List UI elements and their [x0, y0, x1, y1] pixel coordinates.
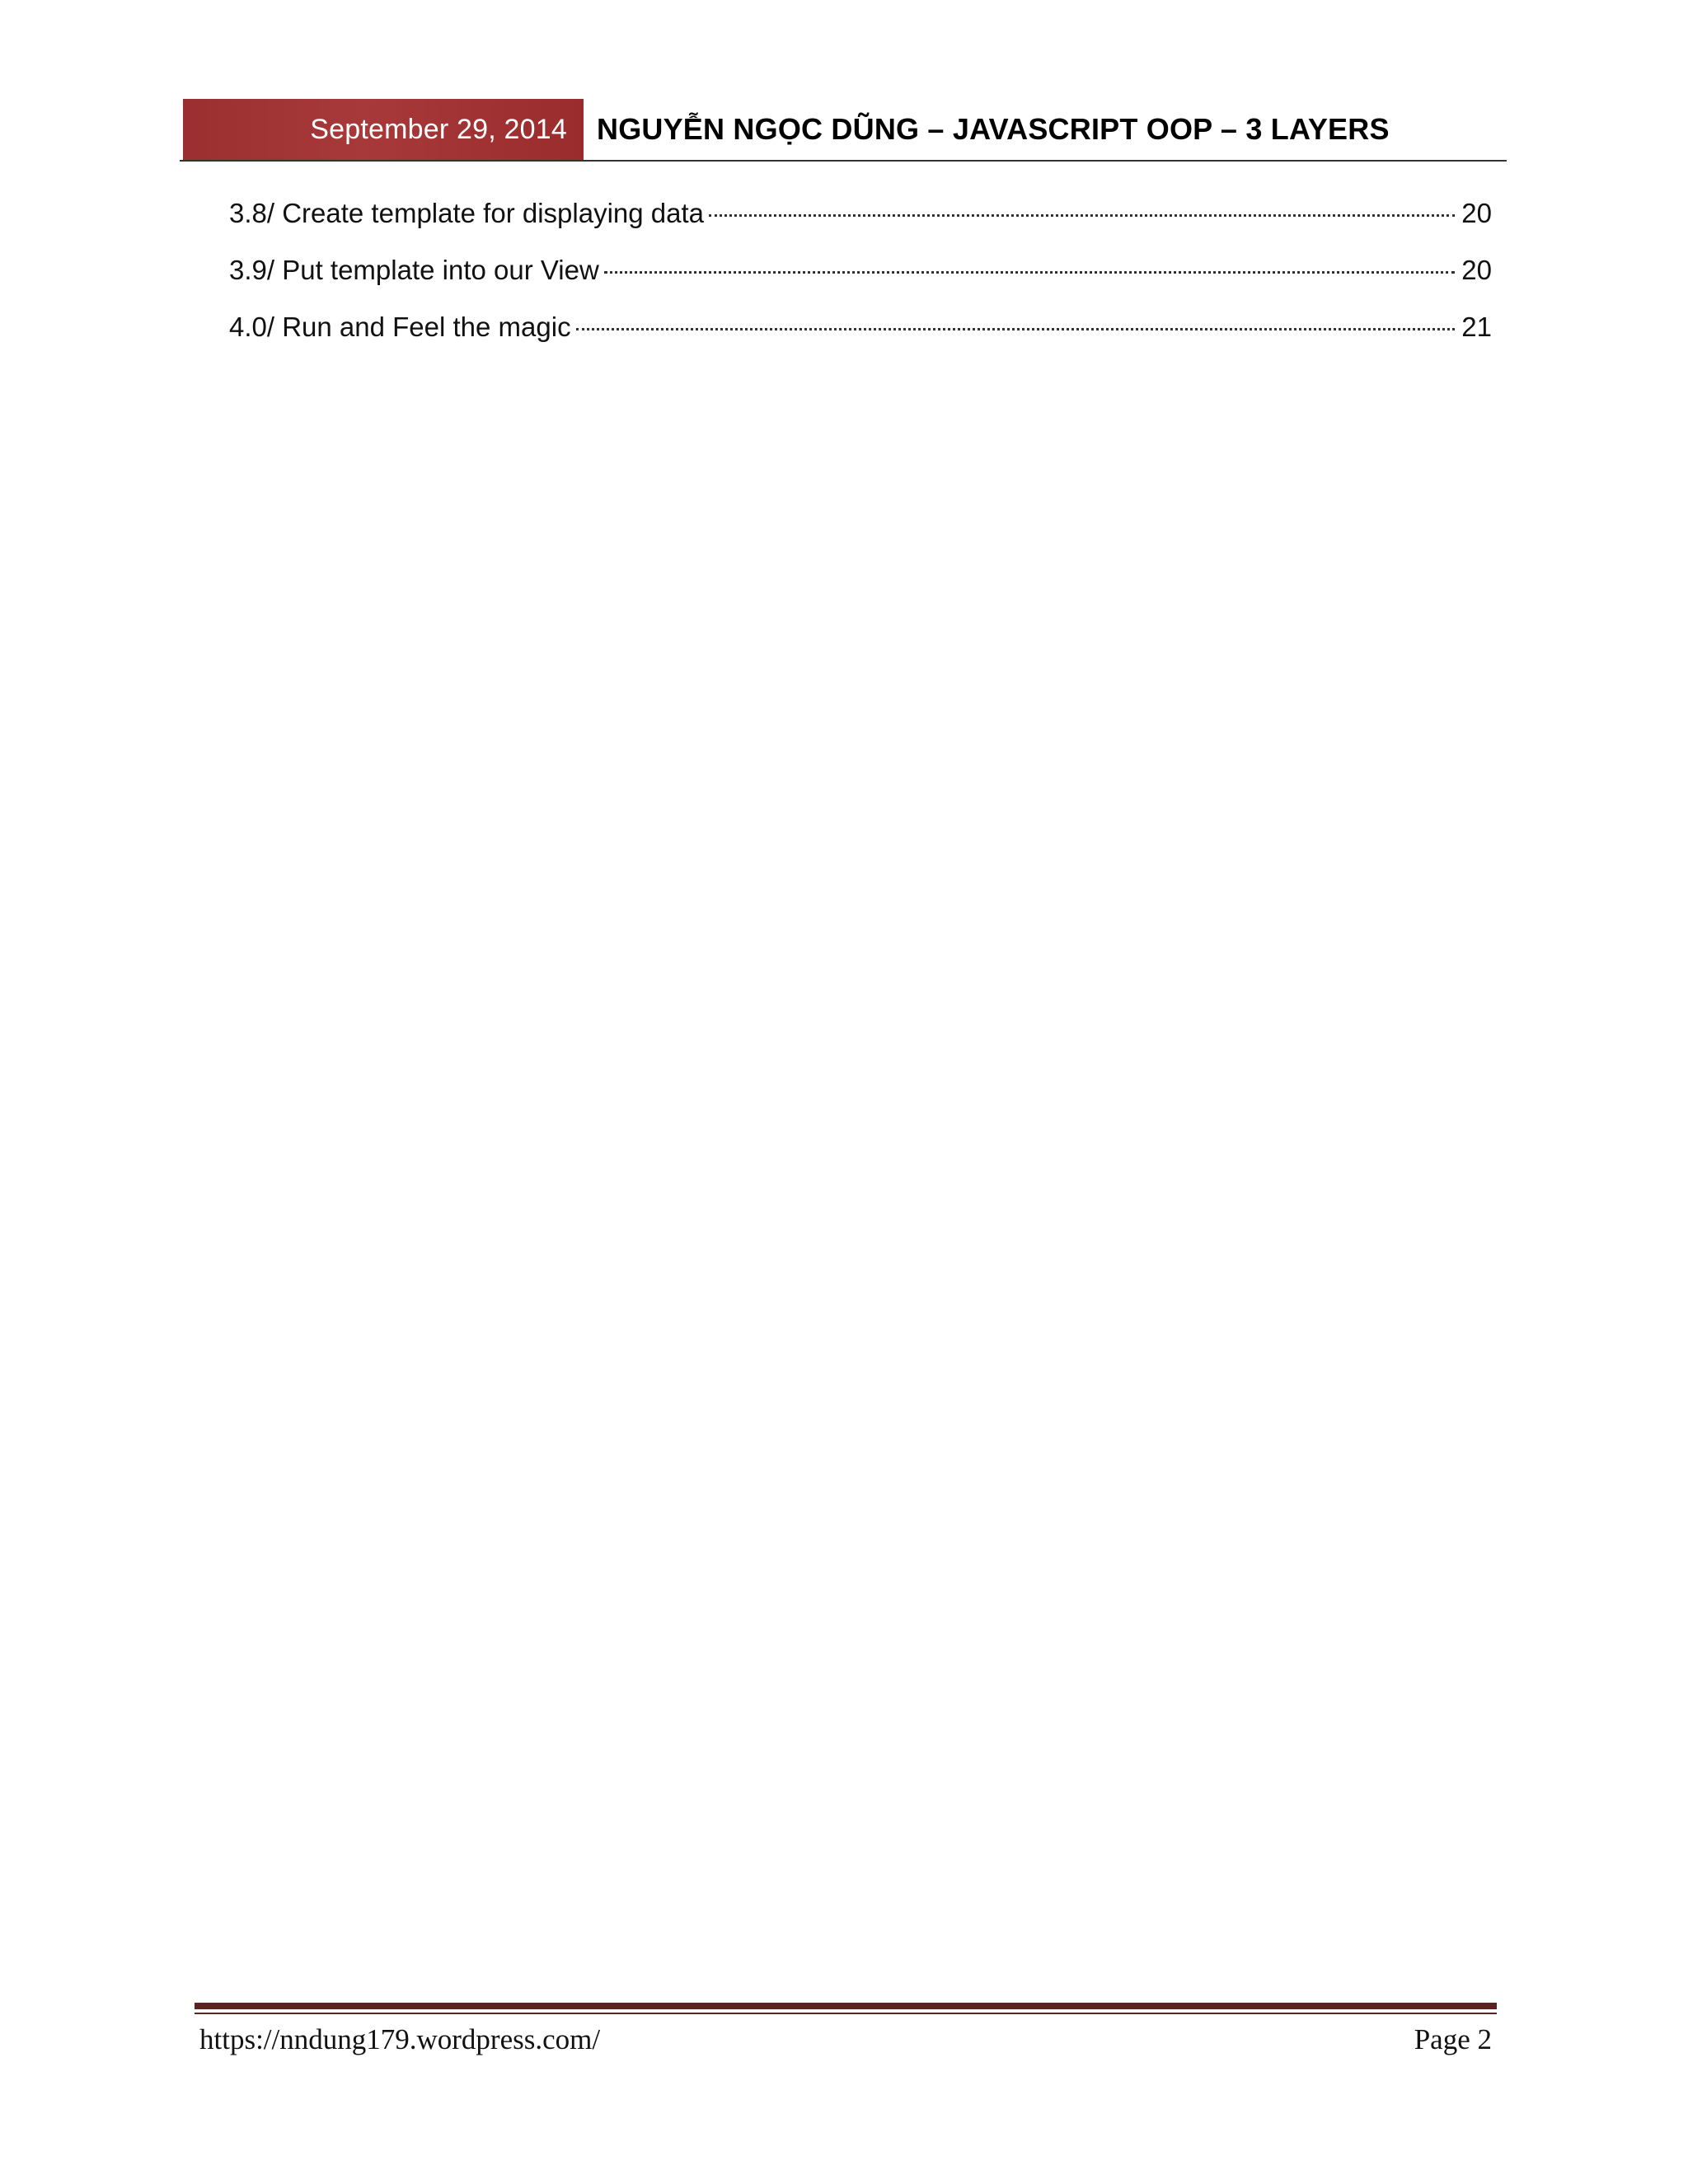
header-date: September 29, 2014	[310, 113, 567, 145]
page-header	[180, 99, 1507, 162]
toc-entry-page[interactable]: 20	[1461, 198, 1492, 228]
toc-dot-leader	[709, 214, 1455, 217]
table-of-contents	[229, 198, 1492, 368]
toc-entry-title[interactable]: 3.9/ Put template into our View	[229, 255, 599, 285]
footer-divider-thick	[195, 2003, 1497, 2009]
toc-entry-page[interactable]: 21	[1461, 312, 1492, 342]
footer-page-number: Page 2	[1414, 2023, 1492, 2055]
toc-dot-leader	[576, 328, 1456, 330]
toc-entry[interactable]	[229, 198, 1492, 255]
footer-url-link[interactable]: https://nndung179.wordpress.com/	[199, 2023, 601, 2055]
header-divider	[180, 160, 1507, 162]
header-title: NGUYỄN NGỌC DŨNG – JAVASCRIPT OOP – 3 LAYERS	[597, 112, 1390, 146]
toc-entry-title[interactable]: 4.0/ Run and Feel the magic	[229, 312, 571, 342]
toc-entry[interactable]	[229, 255, 1492, 312]
toc-entry-title[interactable]: 3.8/ Create template for displaying data	[229, 198, 705, 228]
toc-entry-page[interactable]: 20	[1461, 255, 1492, 285]
page-footer	[199, 2019, 1492, 2060]
header-date-box	[183, 99, 584, 160]
toc-entry[interactable]	[229, 312, 1492, 368]
footer-divider-thin	[195, 2013, 1497, 2014]
toc-dot-leader	[604, 271, 1455, 274]
